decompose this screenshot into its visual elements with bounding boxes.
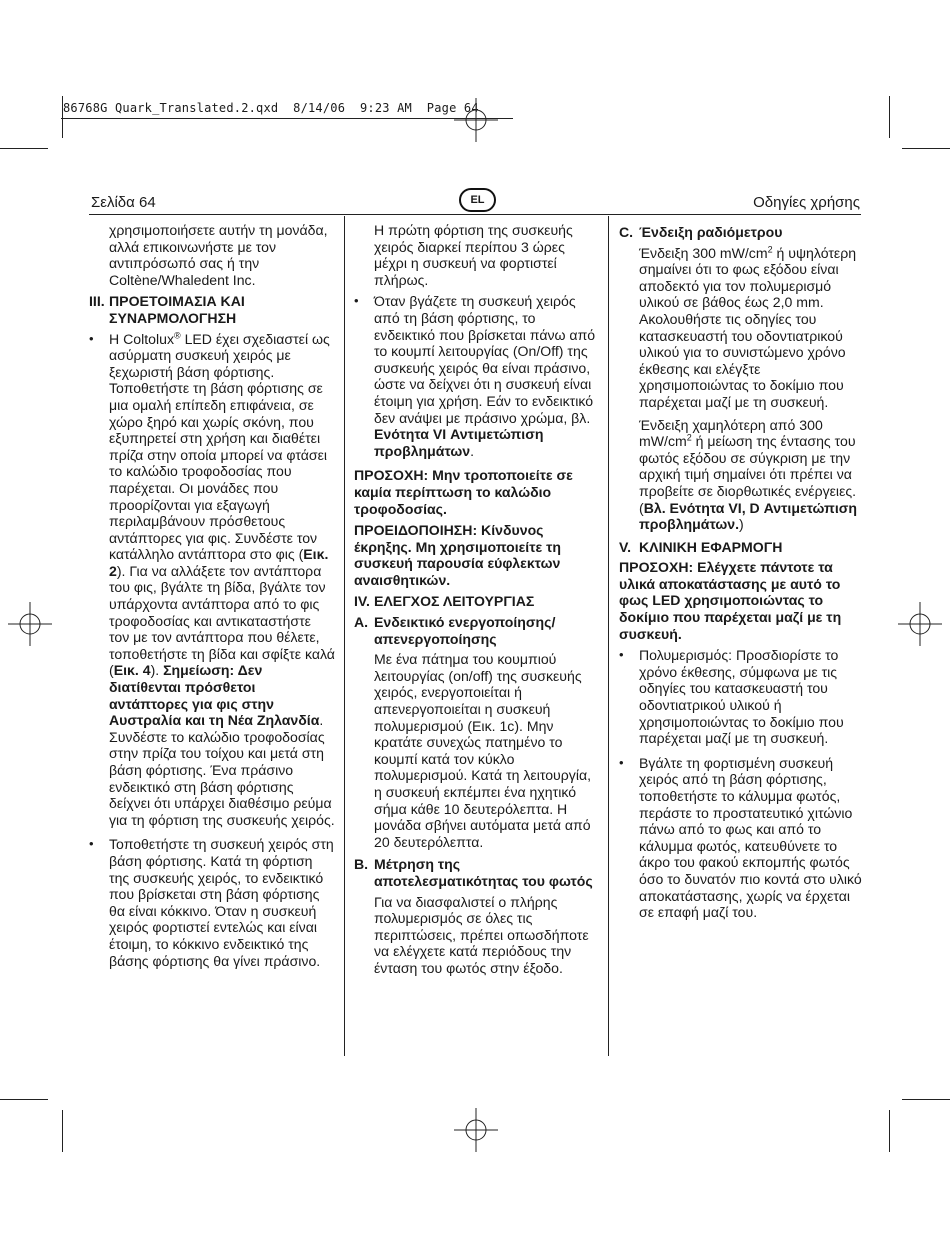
column-2 xyxy=(354,222,600,983)
bullet-icon: • xyxy=(619,754,624,770)
section-number: III. xyxy=(89,293,105,310)
warning-text: ΠΡΟΕΙΔΟΠΟΙΗΣΗ: Κίνδυνος έκρηξης. Μη χρησιμοποιείτε τη συσκευή παρουσία εύφλεκτων αναισθητικών. xyxy=(354,522,562,588)
print-slug: 86768G Quark_Translated.2.qxd 8/14/06 9:23 AM Page 64 xyxy=(63,101,479,115)
paragraph: χρησιμοποιήσετε αυτήν τη μονάδα, αλλά επικοινωνήστε με τον αντιπρόσωπό σας ή την Coltène/Whaledent Inc. xyxy=(109,222,328,288)
column-1 xyxy=(89,222,335,977)
caution-text: ΠΡΟΣΟΧΗ: Ελέγχετε πάντοτε τα υλικά αποκατάστασης με αυτό το φως LED χρησιμοποιώντας το δοκίμιο που παρέχεται μαζί με τη συσκευή. xyxy=(619,559,842,642)
crop-mark xyxy=(902,148,950,149)
list-item-text: Πολυμερισμός: Προσδιορίστε το χρόνο έκθεσης, σύμφωνα με τις οδηγίες του κατασκευαστή του οδοντιατρικού υλικού ή χρησιμοποιώντας το δοκίμιο που παρέχεται μαζί με τη συσκευή. xyxy=(639,647,844,747)
subsection-heading xyxy=(619,224,865,241)
column-divider xyxy=(344,216,345,1056)
registration-mark-icon xyxy=(8,602,52,646)
subsection-title: Ένδειξη ραδιόμετρου xyxy=(639,224,783,240)
section-number: V. xyxy=(619,538,632,555)
section-number: IV. xyxy=(354,593,370,610)
paragraph: Για να διασφαλιστεί ο πλήρης πολυμερισμός σε όλες τις περιπτώσεις, πρέπει οπωσδήποτε να ελέγχετε κατά περιόδους την ένταση του φωτός στην έξοδο. xyxy=(374,893,589,976)
section-title: ΠΡΟΕΤΟΙΜΑΣΙΑ ΚΑΙ ΣΥΝΑΡΜΟΛΟΓΗΣΗ xyxy=(109,293,245,326)
column-3 xyxy=(619,222,865,929)
crop-mark xyxy=(0,1099,48,1100)
subsection-title: Ενδεικτικό ενεργοποίησης/ απενεργοποίησης xyxy=(374,614,556,647)
crop-mark xyxy=(889,96,890,138)
subsection-title: Μέτρηση της αποτελεσματικότητας του φωτός xyxy=(374,856,593,889)
slug-underline xyxy=(61,118,513,119)
section-title: ΕΛΕΓΧΟΣ ΛΕΙΤΟΥΡΓΙΑΣ xyxy=(374,593,535,610)
paragraph: Ένδειξη 300 $mW/cm^2$ ή υψηλότερη σημαίνει ότι το φως εξόδου είναι αποδεκτό για τον πολυμερισμό υλικού σε βάθος έως 2,0 mm. Ακολουθήστε τις οδηγίες του κατασκευαστή του οδοντιατρικού υλικού για το συνιστώμενο χρόνο έκθεσης και ελέγξτε χρησιμοποιώντας το δοκίμιο που παρέχεται μαζί με τη συσκευή. xyxy=(639,243,857,410)
crop-mark xyxy=(0,148,48,149)
bullet-icon: • xyxy=(89,330,94,346)
list-item-text: Βγάλτε τη φορτισμένη συσκευή χειρός από τη βάση φόρτισης, τοποθετήστε το κάλυμμα φωτός, περάστε το προστατευτικό χιτώνιο πάνω από το φως και από το κάλυμμα φωτός, κατευθύνετε το άκρο του φακού εκπομπής φωτός όσο το δυνατόν πιο κοντά στο υλικό αποκατάστασης, χωρίς να έρχεται σε επαφή μαζί του. xyxy=(639,754,862,921)
list-item xyxy=(619,647,865,747)
header-rule xyxy=(89,214,861,215)
document-title: Οδηγίες χρήσης xyxy=(753,194,860,211)
paragraph: Ένδειξη χαμηλότερη από 300 $mW/cm^2$ ή μείωση της έντασης του φωτός εξόδου σε σύγκριση με την αρχική τιμή σημαίνει ότι πρέπει να προβείτε σε διορθωτικές ενέργειες. (Βλ. Ενότητα VI, D Αντιμετώπιση προβλημάτων.) xyxy=(639,416,858,533)
registration-mark-icon xyxy=(454,98,498,142)
list-item xyxy=(354,293,600,459)
paragraph: Η πρώτη φόρτιση της συσκευής χειρός διαρκεί περίπου 3 ώρες μέχρι η συσκευή να φορτιστεί πλήρως. xyxy=(374,222,573,288)
list-item-text: Τοποθετήστε τη συσκευή χειρός στη βάση φόρτισης. Κατά τη φόρτιση της συσκευής χειρός, το ενδεικτικό που βρίσκεται στη βάση φόρτισης θα είναι κόκκινο. Όταν η συσκευή χειρός φορτιστεί εντελώς και είναι έτοιμη, το κόκκινο ενδεικτικό της βάσης φόρτισης θα γίνει πράσινο. xyxy=(109,836,334,969)
subsection-number: A. xyxy=(354,614,369,631)
paragraph: Με ένα πάτημα του κουμπιού λειτουργίας (on/off) της συσκευής χειρός, ενεργοποιείται ή απενεργοποιείται η συσκευή πολυμερισμού (Εικ. 1c). Μην κρατάτε συνεχώς πατημένο το κουμπί κατά τον κύκλο πολυμερισμού. Κατά τη λειτουργία, η συσκευή εκπέμπει ένα ηχητικό σήμα κάθε 10 δευτερόλεπτα. Η μονάδα σβήνει αυτόματα μετά από 20 δευτερόλεπτα. xyxy=(374,651,592,850)
language-badge: EL xyxy=(459,188,496,212)
registration-mark-icon xyxy=(454,1108,498,1152)
column-divider xyxy=(608,216,609,1056)
list-item-text: Όταν βγάζετε τη συσκευή χειρός από τη βάση φόρτισης, το ενδεικτικό που βρίσκεται πάνω από το κουμπί λειτουργίας (On/Off) της συσκευής χειρός θα είναι πράσινο, ώστε να δείχνει ότι η συσκευή είναι έτοιμη για χρήση. Εάν το ενδεικτικό δεν ανάψει με πράσινο χρώμα, βλ. Ενότητα VI Αντιμετώπιση προβλημάτων. xyxy=(374,293,596,459)
bullet-icon: • xyxy=(89,836,94,852)
list-item xyxy=(89,331,335,829)
page-number: Σελίδα 64 xyxy=(91,194,156,211)
section-title: ΚΛΙΝΙΚΗ ΕΦΑΡΜΟΓΗ xyxy=(639,538,783,555)
section-heading xyxy=(89,293,335,326)
subsection-heading xyxy=(354,856,600,889)
crop-mark xyxy=(902,1099,950,1100)
registration-mark-icon xyxy=(898,602,942,646)
list-item-text: Η Coltolux® LED έχει σχεδιαστεί ως ασύρματη συσκευή χειρός με ξεχωριστή βάση φόρτισης. Τοποθετήστε τη βάση φόρτισης σε μια ομαλή επίπεδη επιφάνεια, σε χώρο ξηρό και χωρίς σκόνη, που εξυπηρετεί στη χρήση και διαθέτει πρίζα στην οποία μπορεί να φτάσει το καλώδιο τροφοδοσίας που παρέχεται. Οι μονάδες που προορίζονται για εξαγωγή περιλαμβάνουν πρόσθετους αντάπτορες για φις. Συνδέστε τον κατάλληλο αντάπτορα στο φις (Εικ. 2). Για να αλλάξετε τον αντάπτορα του φις, βγάλτε τη βίδα, βγάλτε τον υπάρχοντα αντάπτορα από το φις τροφοδοσίας και αντικαταστήστε τον με τον αντάπτορα που θέλετε, τοποθετήστε τη βίδα και σφίξτε καλά (Εικ. 4). Σημείωση: Δεν διατίθενται πρόσθετοι αντάπτορες για φις στην Αυστραλία και τη Νέα Ζηλανδία. Συνδέστε το καλώδιο τροφοδοσίας στην πρίζα του τοίχου και μετά στη βάση φόρτισης. Ένα πράσινο ενδεικτικό στη βάση φόρτισης δείχνει ότι υπάρχει διαθέσιμο ρεύμα για τη φόρτιση της συσκευής χειρός. xyxy=(109,329,335,828)
subsection-heading xyxy=(354,614,600,647)
section-heading xyxy=(619,539,865,556)
subsection-number: B. xyxy=(354,856,369,873)
crop-mark xyxy=(62,1110,63,1152)
crop-mark xyxy=(889,1110,890,1152)
bullet-icon: • xyxy=(619,647,624,663)
caution-text: ΠΡΟΣΟΧΗ: Μην τροποποιείτε σε καμία περίπτωση το καλώδιο τροφοδοσίας. xyxy=(354,467,573,517)
list-item xyxy=(89,836,335,969)
section-heading xyxy=(354,593,600,610)
crop-mark xyxy=(62,96,63,138)
list-item xyxy=(619,755,865,921)
bullet-icon: • xyxy=(354,293,359,309)
subsection-number: C. xyxy=(619,224,634,240)
